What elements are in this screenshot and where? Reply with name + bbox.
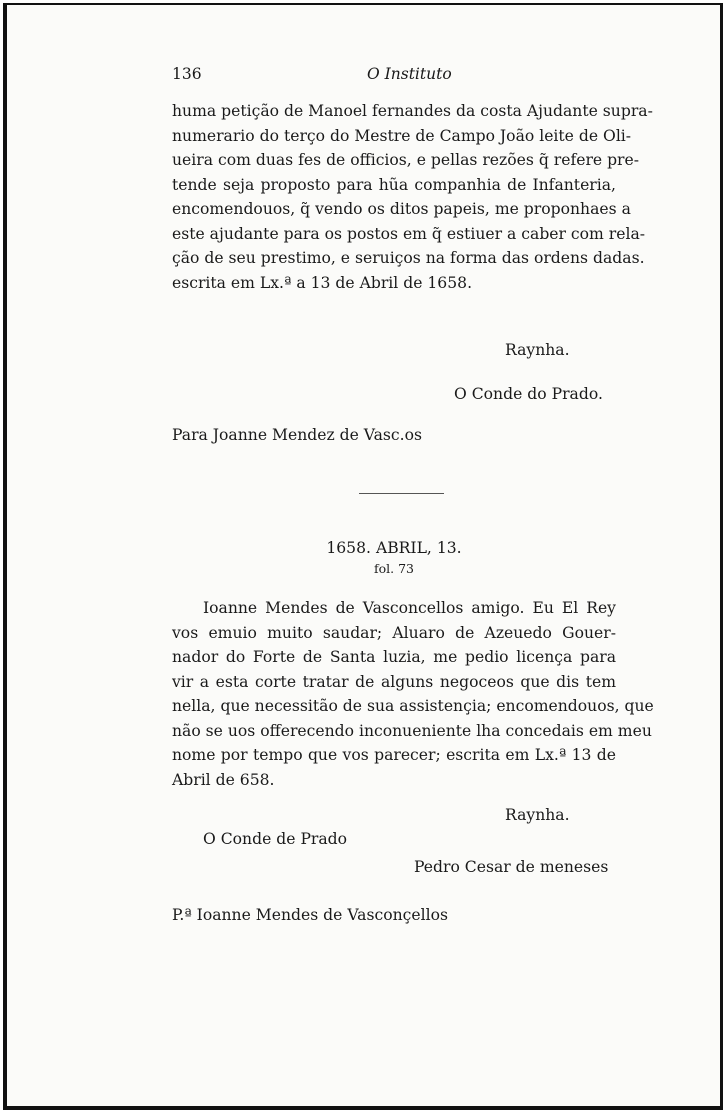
text-line: nella, que necessitão de sua assistençia; encomendouos, que — [172, 697, 654, 715]
signature-raynha-2: Raynha. — [505, 806, 570, 824]
text-line: ueira com duas fes de officios, e pellas rezões q̃ refere pre- — [172, 151, 640, 169]
signature-conde-2: O Conde de Prado — [203, 830, 348, 848]
text-line: Ioanne Mendes de Vasconcellos amigo. Eu El Rey — [203, 599, 616, 617]
text-line: nome por tempo que vos parecer; escrita em Lx.ª 13 de — [172, 746, 616, 764]
running-title: O Instituto — [367, 65, 452, 83]
addressee-2: P.ª Ioanne Mendes de Vasconçellos — [172, 906, 448, 924]
text-line: encomendouos, q̃ vendo os ditos papeis, me proponhaes a — [172, 200, 631, 218]
text-line: vos emuio muito saudar; Aluaro de Azeuedo Gouer- — [172, 623, 616, 642]
signature-pedro-cesar: Pedro Cesar de meneses — [414, 858, 609, 876]
signature-conde-1: O Conde do Prado. — [454, 385, 603, 403]
text-line: huma petição de Manoel fernandes da costa Ajudante supra- — [172, 102, 653, 120]
text-line: tende seja proposto para hũa companhia de Infanteria, — [172, 175, 616, 194]
text-line: ção de seu prestimo, e seruiços na forma das ordens dadas. — [172, 249, 645, 267]
signature-raynha-1: Raynha. — [505, 341, 570, 359]
page-number: 136 — [172, 65, 202, 83]
section-divider — [359, 493, 444, 494]
text-line: Abril de 658. — [172, 770, 275, 789]
text-line: não se uos offerecendo inconueniente lha concedais em meu — [172, 721, 652, 740]
text-line: nador do Forte de Santa luzia, me pedio licença para — [172, 648, 616, 666]
page-header — [172, 56, 616, 86]
text-line: este ajudante para os postos em q̃ estiuer a caber com rela- — [172, 224, 646, 243]
letter-1-body — [172, 99, 653, 295]
letter-2-body — [172, 596, 654, 792]
date-heading: 1658. ABRIL, 13. — [326, 539, 462, 557]
folio-reference: fol. 73 — [373, 561, 414, 576]
book-page — [172, 56, 654, 924]
text-line: numerario do terço do Mestre de Campo João leite de Oli- — [172, 126, 632, 145]
text-line: escrita em Lx.ª a 13 de Abril de 1658. — [172, 273, 473, 292]
addressee-1: Para Joanne Mendez de Vasc.os — [172, 426, 423, 444]
text-line: vir a esta corte tratar de alguns negoceos que dis tem — [172, 672, 616, 691]
